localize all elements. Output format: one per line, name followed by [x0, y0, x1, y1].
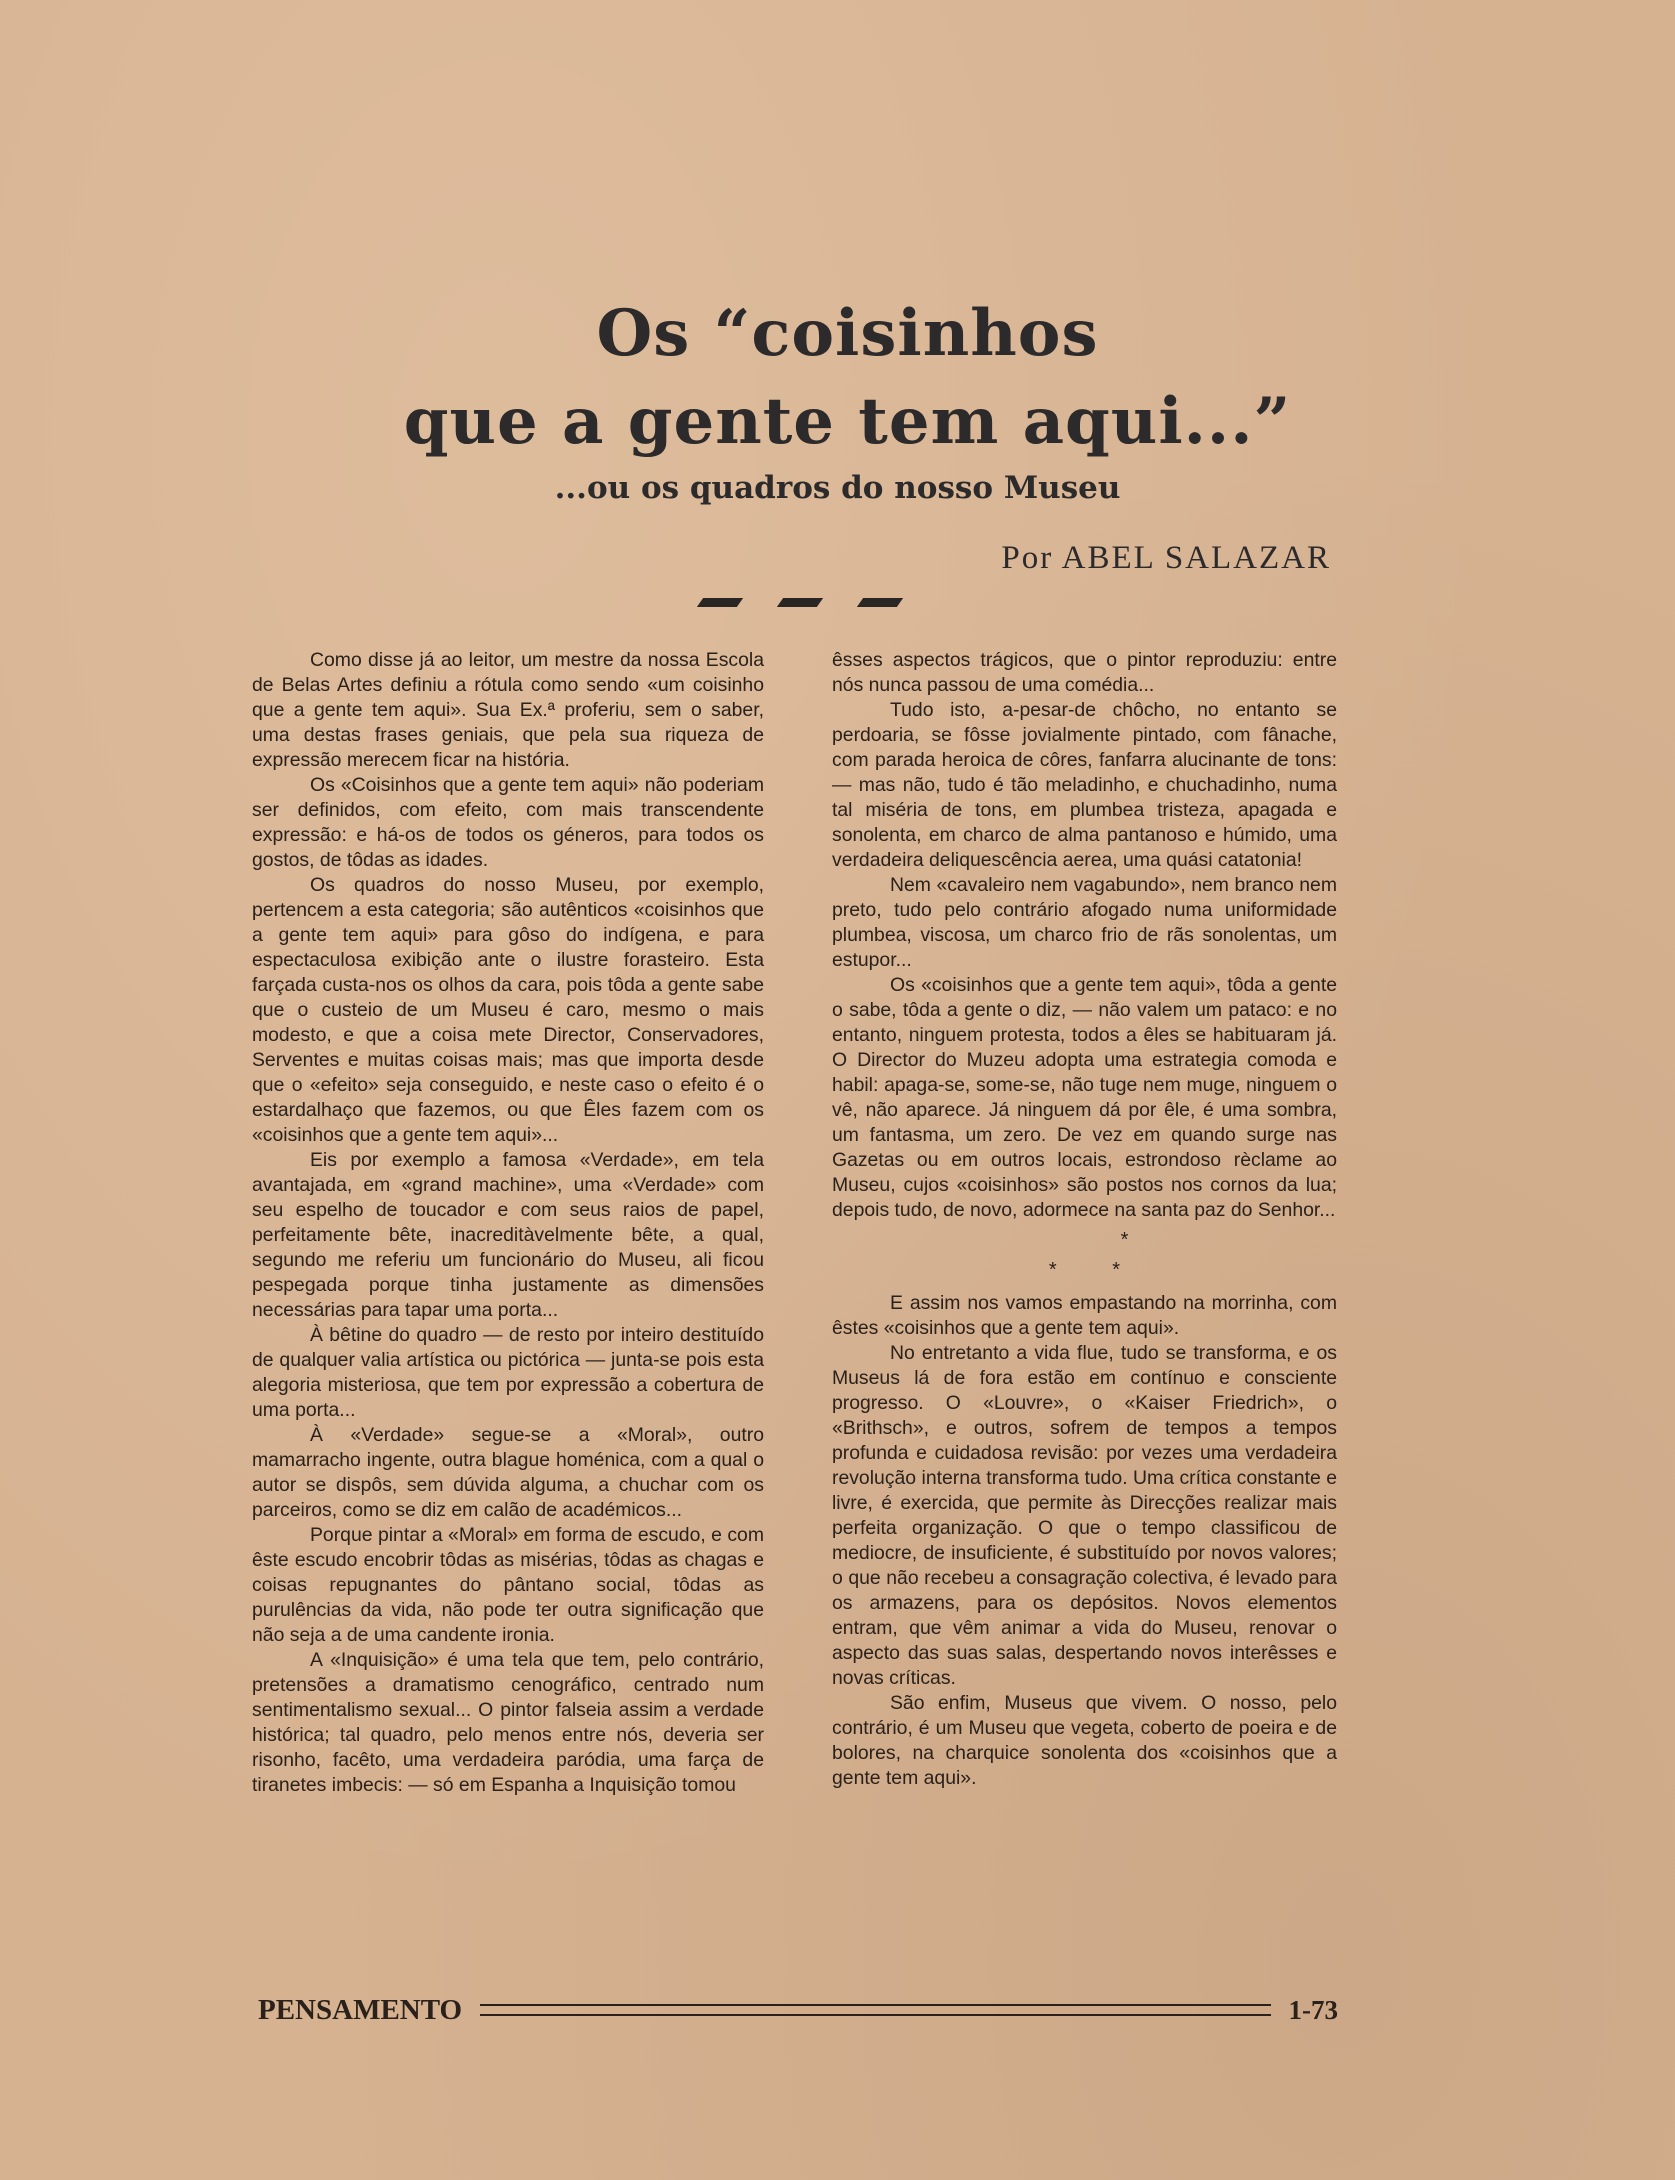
- paragraph: Tudo isto, a-pesar-de chôcho, no entanto se perdoaria, se fôsse jovialmente pintado, com fânache, com parada heroica de côres, fanfarra alucinante de tons: — mas não, tudo é tão meladinho, e chuchadinho, numa tal miséria de tons, em plumbea tristeza, apagada e sonolenta, em charco de alma pantanoso e húmido, uma verdadeira deliquescência aerea, uma quási catatonia!: [832, 699, 1337, 871]
- ornament-dash: [857, 598, 903, 607]
- footer-rule: [480, 2004, 1270, 2016]
- ornament-dash: [777, 598, 823, 607]
- paragraph: Os «coisinhos que a gente tem aqui», tôda a gente o sabe, tôda a gente o diz, — não valem um pataco: e no entanto, ninguem protesta, todos a êles se habituaram já. O Director do Muzeu adopta uma estrategia comoda e habil: apaga-se, some-se, não tuge nem muge, ninguem o vê, não aparece. Já ninguem dá por êle, é uma sombra, um fantasma, um zero. De vez em quando surge nas Gazetas ou em outros locais, estrondoso rèclame ao Museu, cujos «coisinhos» são postos nos cornos da lua; depois tudo, de novo, adormece na santa paz do Senhor...: [832, 974, 1337, 1221]
- publication-name: PENSAMENTO: [258, 1993, 463, 2026]
- right-column: [832, 648, 1337, 1791]
- paragraph: Os quadros do nosso Museu, por exemplo, pertencem a esta categoria; são autênticos «coisinhos que a gente tem aqui» para gôso do indígena, e para espectaculosa exibição ante o ilustre forasteiro. Esta farçada custa-nos os olhos da cara, pois tôda a gente sabe que o custeio de um Museu é caro, mesmo o mais modesto, e que a coisa mete Director, Conservadores, Serventes e muitas coisas mais; mas que importa desde que o «efeito» seja conseguido, e neste caso o efeito é o estardalhaço que fazemos, ou que Êles fazem com os «coisinhos que a gente tem aqui»...: [252, 874, 764, 1146]
- separator-stars-bottom: * *: [1048, 1259, 1121, 1281]
- paragraph: Eis por exemplo a famosa «Verdade», em tela avantajada, em «grand machine», uma «Verdade» com seu espelho de toucador e com seus raios de papel, perfeitamente bête, inacreditàvelmente bête, a qual, segundo me referiu um funcionário do Museu, ali ficou pespegada porque tinha justamente as dimensões necessárias para tapar uma porta...: [252, 1149, 764, 1321]
- paragraph: São enfim, Museus que vivem. O nosso, pelo contrário, é um Museu que vegeta, coberto de poeira e de bolores, na charquice sonolenta dos «coisinhos que a gente tem aqui».: [832, 1692, 1337, 1789]
- paragraph: Nem «cavaleiro nem vagabundo», nem branco nem preto, tudo pelo contrário afogado numa uniformidade plumbea, viscosa, um charco frio de rãs sonolentas, um estupor...: [832, 874, 1337, 971]
- article-byline: Por ABEL SALAZAR: [1001, 540, 1331, 576]
- paragraph: A «Inquisição» é uma tela que tem, pelo contrário, pretensões a dramatismo cenográfico, centrado num sentimentalismo sexual... O pintor falseia assim a verdade histórica; tal quadro, pelo menos entre nós, deveria ser risonho, facêto, uma verdadeira paródia, uma farça de tiranetes imbecis: — só em Espanha a Inquisição tomou: [252, 1649, 764, 1796]
- section-separator: [832, 1225, 1337, 1285]
- paragraph: Porque pintar a «Moral» em forma de escudo, e com êste escudo encobrir tôdas as misérias, tôdas as chagas e coisas repugnantes do pântano social, tôdas as purulências da vida, não pode ter outra significação que não seja a de uma candente ironia.: [252, 1524, 764, 1646]
- paragraph: No entretanto a vida flue, tudo se transforma, e os Museus lá de fora estão em contínuo e consciente progresso. O «Louvre», o «Kaiser Friedrich», o «Brithsch», e outros, sofrem de tempos a tempos profunda e cuidadosa revisão: por vezes uma verdadeira revolução interna transforma tudo. Uma crítica constante e livre, é exercida, que permite às Direcções realizar mais perfeita organização. O que o tempo classificou de mediocre, de insuficiente, é substituído por novos valores; o que não recebeu a consagração colectiva, é levado para os armazens, para os depósitos. Novos elementos entram, que vêm animar a vida do Museu, renovar o aspecto das suas salas, despertando novos interêsses e novas críticas.: [832, 1342, 1337, 1689]
- paragraph: E assim nos vamos empastando na morrinha, com êstes «coisinhos que a gente tem aqui».: [832, 1292, 1337, 1339]
- left-column: [252, 648, 764, 1798]
- paragraph: Os «Coisinhos que a gente tem aqui» não poderiam ser definidos, com efeito, com mais transcendente expressão: e há-os de todos os géneros, para todos os gostos, de tôdas as idades.: [252, 774, 764, 871]
- ornament-dash: [697, 598, 743, 607]
- paragraph: À bêtine do quadro — de resto por inteiro destituído de qualquer valia artística ou pictórica — junta-se pois esta alegoria misteriosa, que tem por expressão a cobertura de uma porta...: [252, 1324, 764, 1421]
- separator-star-top: *: [1120, 1229, 1129, 1251]
- paragraph: Como disse já ao leitor, um mestre da nossa Escola de Belas Artes definiu a rótula como sendo «um coisinho que a gente tem aqui». Sua Ex.ª proferiu, sem o saber, uma destas frases geniais, que pela sua riqueza de expressão merecem ficar na história.: [252, 649, 764, 771]
- paragraph: êsses aspectos trágicos, que o pintor reproduziu: entre nós nunca passou de uma comédia...: [832, 649, 1337, 696]
- page-footer: [258, 1990, 1338, 2030]
- article-subtitle: ...ou os quadros do nosso Museu: [554, 470, 1121, 506]
- article-title-line-1: Os “coisinhos: [596, 296, 1099, 371]
- title-ornament: [700, 598, 900, 612]
- paragraph: À «Verdade» segue-se a «Moral», outro mamarracho ingente, outra blague homénica, com a qual o autor se dispôs, sem dúvida alguma, a chuchar com os parceiros, como se diz em calão de académicos...: [252, 1424, 764, 1521]
- page-number: 1-73: [1288, 1994, 1338, 2025]
- article-title-line-2: que a gente tem aqui...”: [403, 384, 1292, 459]
